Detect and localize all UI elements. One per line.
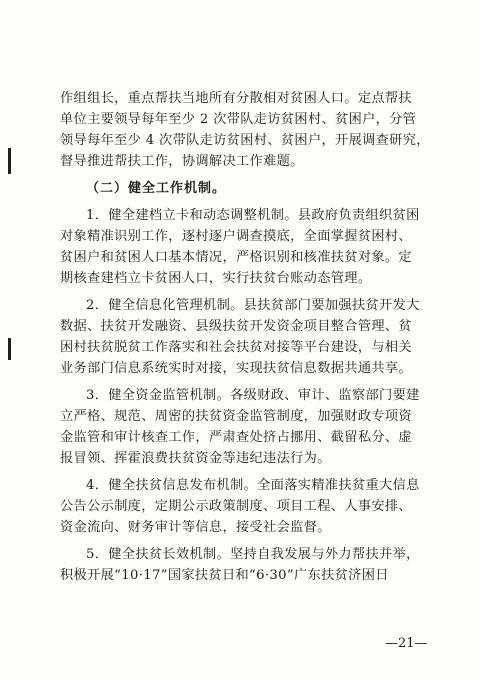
text-line: 困村扶贫脱贫工作落实和社会扶贫对接等平台建设，与相关 xyxy=(60,340,412,355)
paragraph xyxy=(60,205,455,289)
binding-hole-mark xyxy=(8,148,11,174)
text-line: 5．健全扶贫长效机制。坚持自我发展与外力帮扶并举， xyxy=(86,547,420,562)
heading-text: （二）健全工作机制。 xyxy=(86,181,227,196)
paragraph xyxy=(60,295,455,379)
text-line: 领导每年至少 4 次带队走访贫困村、贫困户，开展调查研究， xyxy=(60,133,430,148)
text-line: 资金流向、财务审计等信息，接受社会监督。 xyxy=(60,520,331,535)
text-line: 业务部门信息系统实时对接，实现扶贫信息数据共通共享。 xyxy=(60,361,412,376)
section-heading xyxy=(60,178,455,199)
text-line: 1．健全建档立卡和动态调整机制。县政府负责组织贫困 xyxy=(86,208,420,223)
text-line: 公告公示制度，定期公示政策制度、项目工程、人事安排、 xyxy=(60,499,412,514)
paragraph xyxy=(60,544,455,586)
text-line: 数据、扶贫开发融资、县级扶贫开发资金项目整合管理、贫 xyxy=(60,319,412,334)
paragraph xyxy=(60,88,455,172)
text-line: 对象精准识别工作，逐村逐户调查摸底，全面掌握贫困村、 xyxy=(60,229,412,244)
paragraph xyxy=(60,475,455,538)
binding-hole-mark xyxy=(8,338,11,360)
text-line: 积极开展“10·17”国家扶贫日和“6·30”广东扶贫济困日 xyxy=(60,568,389,583)
text-line: 金监管和审计核查工作，严肃查处挤占挪用、截留私分、虚 xyxy=(60,430,412,445)
text-line: 贫困户和贫困人口基本情况，严格识别和核准扶贫对象。定 xyxy=(60,250,412,265)
text-line: 督导推进帮扶工作，协调解决工作难题。 xyxy=(60,154,304,169)
text-line: 单位主要领导每年至少 2 次带队走访贫困村、贫困户，分管 xyxy=(60,112,417,127)
paragraph xyxy=(60,385,455,469)
text-line: 作组组长，重点帮扶当地所有分散相对贫困人口。定点帮扶 xyxy=(60,91,412,106)
text-line: 3．健全资金监管机制。各级财政、审计、监察部门要建 xyxy=(86,388,420,403)
text-line: 报冒领、挥霍浪费扶贫资金等违纪违法行为。 xyxy=(60,451,331,466)
text-line: 4．健全扶贫信息发布机制。全面落实精准扶贫重大信息 xyxy=(86,478,420,493)
body-text xyxy=(60,88,455,586)
text-line: 立严格、规范、周密的扶贫资金监管制度，加强财政专项资 xyxy=(60,409,412,424)
text-line: 期核查建档立卡贫困人口，实行扶贫台账动态管理。 xyxy=(60,271,372,286)
page-number: —21— xyxy=(385,636,428,651)
text-line: 2．健全信息化管理机制。县扶贫部门要加强扶贫开发大 xyxy=(86,298,420,313)
